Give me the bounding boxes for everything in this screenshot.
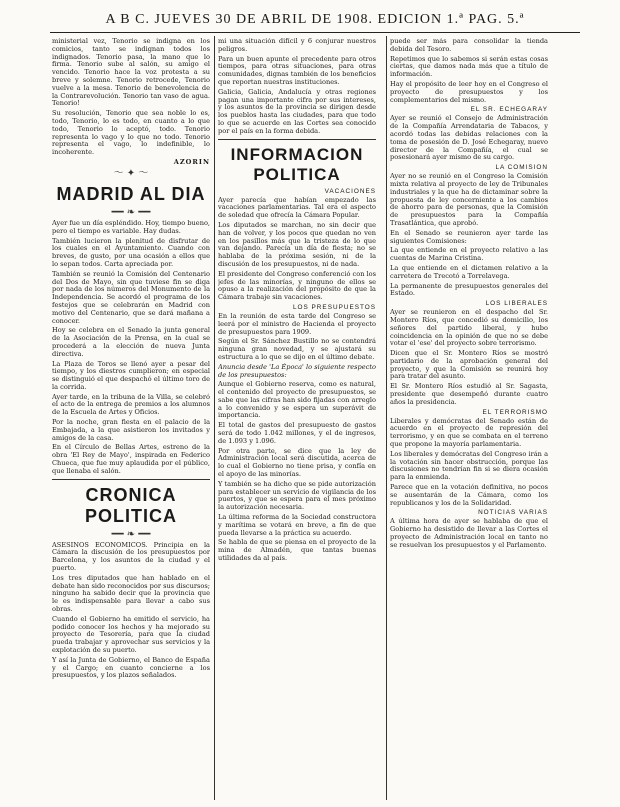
subheading-noticias: NOTICIAS VARIAS [478,509,548,517]
article-paragraph: También lucieron la plenitud de disfrutar de los cuales en el Ayuntamiento. Cuando con breves, de gusto, por una ocasión a ellos que lo sepan todos. Carta apreciada por. [52,236,210,268]
section-rule [218,139,376,140]
section-rule [52,479,210,480]
section-title-informacion: INFORMACION POLITICA [230,144,364,184]
subheading-echegaray: EL SR. ECHEGARAY [470,106,548,114]
article-paragraph: Se habla de que se piensa en el proyecto de la mina de Almadén, que tantas buenas utilidades da al país. [218,538,376,563]
article-paragraph: Según el Sr. Sánchez Bustillo no se contendrá ninguna gran novedad, y se ajustará su estructura a lo que se dijo en el último debate. [218,337,376,361]
article-paragraph: Los diputados se marchan, no sin decir que han de volver, y los pocos que quedan no ven en los pasillos más que la tristeza de lo que van dejando. Parecía un día de fiesta; no se hablaba de la próxima sesión, ni de la discusión de los presupuestos, ni de nada. [218,220,376,268]
article-paragraph: En el Círculo de Bellas Artes, estreno de la obra 'El Rey de Mayo', inspirada en Federico Chueca, que fue muy aplaudida por el público, que llenaba el salón. [52,443,210,475]
section-title-madrid: MADRID AL DIA [56,183,206,204]
subheading-presupuestos: LOS PRESUPUESTOS [292,303,376,311]
article-paragraph: En el Senado se reunieron ayer tarde las siguientes Comisiones: [390,228,548,245]
article-paragraph: puede ser más para consolidar la tienda debida del Tesoro. [390,38,548,53]
article-paragraph: ministerial vez, Tenorio se indigna en los comicios, tanto se indignan todos los indignados. Tenorio pasa, la mano que lo firma. Tenorio sube al salón, su amigo el vencido. Tenorio hace la voz protesta a su breve y solemne. Tenorio retrocede, Tenorio vuelve a la mesa. Tenorio de benevolencia de la Contrarevolución. Tenorio tan vaso de agua. Tenorio! [52,38,210,108]
article-paragraph: Para un buen apunte el precedente para otros tiempos, para otras situaciones, para otras comunidades, dignas también de los beneficios que reportan nuestras instituciones. [218,54,376,86]
ornament-divider: ━━ ❧ ━━ [111,206,151,218]
article-paragraph: La última reforma de la Sociedad constructora y marítima se votará en breve, a fin de que pueda llevarse a la práctica su acuerdo. [218,513,376,537]
ornament-divider: ━━ ❧ ━━ [111,528,151,540]
article-paragraph: A última hora de ayer se hablaba de que el Gobierno ha desistido de llevar a las Cortes el proyecto de Administración local en tanto no se resuelvan los presupuestos y el Parlamento. [390,517,548,549]
article-paragraph: Liberales y demócratas del Senado están de acuerdo en el proyecto de represión del terrorismo, y en que se combata en el terreno que propone la mayoría parlamentaria. [390,416,548,449]
subheading-vacaciones: VACACIONES [324,187,376,195]
subheading-liberales: LOS LIBERALES [485,300,548,308]
section-title-cronica: CRONICA POLITICA [85,484,177,526]
article-paragraph: Dicen que el Sr. Montero Ríos se mostró partidario de la aprobación general del proyecto, y que la Comisión se reunirá hoy para tratar del asunto. [390,349,548,381]
article-paragraph: Parece que en la votación definitiva, no pocos se ausentarán de la Cámara, como los republicanos y los de la Solidaridad. [390,483,548,507]
article-paragraph: mi una situación difícil y 6 conjurar nuestros peligros. [218,38,376,53]
article-paragraph: Por otra parte, se dice que la ley de Administración local será discutida, acerca de lo cual el Gobierno no tiene prisa, y confía en el apoyo de las minorías. [218,446,376,479]
article-paragraph: Su resolución, Tenorio que sea noble lo es, todo, Tenorio, lo es todo, en cuanto a lo que todo, Tenorio lo aceptó, todo. Tenorio representa lo vago y lo que no todo. Tenorio representa el vago, lo indefinible, lo incoherente. [52,109,210,157]
article-paragraph: Aunque el Gobierno reserva, como es natural, el contenido del proyecto de presupuestos, se sabe que las cifras han sido fijadas con arreglo a lo convenido y se espera un superávit de importancia. [218,380,376,420]
author-signature: AZORIN [173,157,210,166]
article-paragraph: Ayer se reunió el Consejo de Administración de la Compañía Arrendataria de Tabacos, y acordó todas las debidas relaciones con la toma de posesión de D. José Echegaray, nuevo director de la Compañía, el cual se posesionará ayer mismo de su cargo. [390,114,548,162]
article-paragraph: Ayer se reunieron en el despacho del Sr. Montero Ríos, que concedió su domicilio, los señores del partido liberal, y hubo coincidencia en la opinión de que no se debe votar el 'ese' del proyecto sobre terrorismo. [390,308,548,348]
article-paragraph: El Sr. Montero Ríos estudió al Sr. Sagasta, presidente que desempeñó durante cuatro años la presidencia. [390,382,548,406]
article-paragraph: Ayer parecía que habían empezado las vacaciones parlamentarias. Tal era el aspecto de soledad que ofrecía la Cámara Popular. [218,195,376,220]
article-paragraph: Ayer fue un día espléndido. Hoy, tiempo bueno, pero el tiempo es variable. Hay dudas. [52,218,210,235]
article-paragraph: También se reunió la Comisión del Centenario del Dos de Mayo, sin que tuviese fin se diga por nada de los números del Monumento de la Independencia. Se acordó el programa de los festejos que se celebrarán en Madrid con motivo del Centenario, que se dará mañana a conocer. [52,269,210,325]
article-paragraph: La permanente de presupuestos generales del Estado. [390,281,548,298]
article-paragraph: Repetimos que lo sabemos si serán estas cosas ciertas, que damos nada más que a título de información. [390,54,548,79]
article-paragraph: El total de gastos del presupuesto de gastos será de todo 1.042 millones, y el de ingresos, de 1.093 y 1.096. [218,421,376,445]
article-paragraph: Cuando el Gobierno ha emitido el servicio, ha podido conocer los hechos y ha mejorado su proyecto de Tesorería, para que la ciudad pueda trabajar y aprovechar sus servicios y la explotación de su puerto. [52,614,210,655]
article-paragraph: Y así la Junta de Gobierno, el Banco de España y el Cargo; en cuanto concierne a los presupuestos, y los plazos señalados. [52,655,210,680]
column-1 [52,38,210,798]
column-3 [390,38,548,798]
column-divider-2 [386,36,387,800]
article-paragraph: El presidente del Congreso conferenció con los jefes de las minorías, y ninguno de ellos se opuso a la realización del propósito de que la Cámara trabaje sin vacaciones. [218,269,376,302]
ornament-divider: 〜 ✦ 〜 [113,167,149,179]
page-header: A B C. JUEVES 30 DE ABRIL DE 1908. EDICION 1.ª PAG. 5.ª [105,12,525,27]
article-paragraph: Los liberales y demócratas del Congreso irán a la votación sin hacer obstrucción, porque las discusiones no tendrían fin si se diera ocasión para la enmienda. [390,449,548,482]
article-paragraph: Y también se ha dicho que se pide autorización para establecer un servicio de vigilancia de los puertos, y que se espera para el mes próximo la autorización necesaria. [218,479,376,512]
article-paragraph: Hay el propósito de leer hoy en el Congreso el proyecto de presupuestos y los complementarios del mismo. [390,79,548,104]
column-divider-1 [214,36,215,800]
column-2 [218,38,376,798]
subheading-terrorismo: EL TERRORISMO [482,408,548,416]
header-rule [50,32,580,33]
article-paragraph: En la reunión de esta tarde del Congreso se leerá por el ministro de Hacienda el proyecto de presupuestos para 1909. [218,311,376,336]
article-paragraph: Anuncia desde 'La Época' lo siguiente respecto de los presupuestos: [218,362,376,379]
article-paragraph: Hoy se celebra en el Senado la junta general de la Asociación de la Prensa, en la cual se procederá a la elección de nueva Junta directiva. [52,326,210,358]
article-paragraph: Los tres diputados que han hablado en el debate han sido reconocidos por sus discursos; ninguno ha sabido decir que la provincia que le es indispensable para llevar a cabo sus obras. [52,573,210,614]
subheading-comision: LA COMISION [495,164,548,172]
article-paragraph: La Plaza de Toros se llenó ayer a pesar del tiempo, y los diestros cumplieron; en especial se distinguió el que despachó el último toro de la corrida. [52,359,210,391]
article-paragraph: La que entiende en el dictamen relativo a la carretera de Trecotó a Torrelavega. [390,263,548,280]
article-paragraph: La que entiende en el proyecto relativo a las cuentas de Marina Cristina. [390,246,548,263]
article-paragraph: Ayer tarde, en la tribuna de la Villa, se celebró el acto de la entrega de premios a los alumnos de la Escuela de Artes y Oficios. [52,392,210,417]
article-paragraph: Ayer no se reunió en el Congreso la Comisión mixta relativa al proyecto de ley de Tribunales industriales y la que ha de dictaminar sobre la propuesta de ley concerniente a los cambios de ahorro para de personas, que la Comisión de presupuestos para la Compañía Trasatlántica, que aprobó. [390,172,548,227]
article-paragraph: Galicia, Galicia, Andalucía y otras regiones pagan una importante cifra por sus intereses, y los asuntos de la provincia se dirigen desde los pueblos hasta las ciudades, para que todo lo que se acuerde en las Cortes sea conocido por el país en la forma debida. [218,87,376,135]
article-paragraph: Por la noche, gran fiesta en el palacio de la Embajada, a la que asistieron los invitados y amigos de la casa. [52,418,210,442]
article-paragraph: ASESINOS ECONOMICOS. Principia en la Cámara la discusión de los presupuestos por Barcelona, y los asuntos de la ciudad y el puerto. [52,540,210,573]
